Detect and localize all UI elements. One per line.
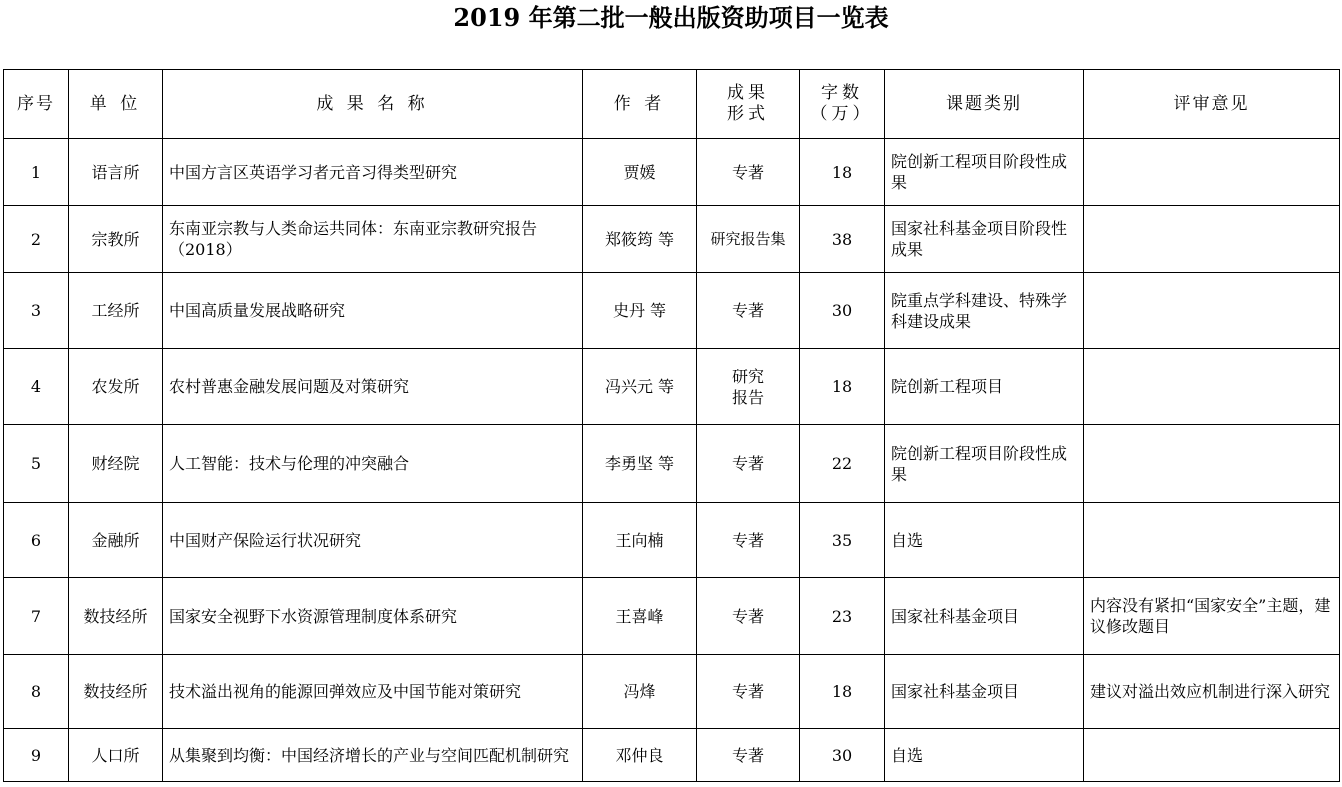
cell-unit: 农发所 [69,349,163,425]
cell-author: 郑筱筠 等 [583,206,697,273]
cell-form: 专著 [697,503,800,578]
cell-words: 18 [800,139,885,206]
header-words [800,70,885,139]
header-category: 课题类别 [885,70,1084,139]
cell-category: 院创新工程项目阶段性成果 [885,425,1084,503]
cell-category: 自选 [885,729,1084,782]
cell-seq: 1 [4,139,69,206]
cell-words: 38 [800,206,885,273]
cell-form: 研究报告 [697,349,800,425]
cell-name: 国家安全视野下水资源管理制度体系研究 [163,578,583,655]
cell-name: 东南亚宗教与人类命运共同体：东南亚宗教研究报告（2018） [163,206,583,273]
table-row [4,425,1340,503]
cell-name: 人工智能：技术与伦理的冲突融合 [163,425,583,503]
projects-table [3,69,1340,782]
header-form [697,70,800,139]
cell-unit: 人口所 [69,729,163,782]
cell-form: 专著 [697,655,800,729]
cell-form: 专著 [697,273,800,349]
cell-category: 院重点学科建设、特殊学科建设成果 [885,273,1084,349]
cell-name: 中国高质量发展战略研究 [163,273,583,349]
cell-unit: 数技经所 [69,655,163,729]
cell-seq: 9 [4,729,69,782]
cell-unit: 工经所 [69,273,163,349]
header-form-line2: 形式 [727,104,769,124]
header-unit: 单 位 [69,70,163,139]
cell-words: 23 [800,578,885,655]
cell-category: 院创新工程项目阶段性成果 [885,139,1084,206]
header-name: 成 果 名 称 [163,70,583,139]
cell-author: 王喜峰 [583,578,697,655]
cell-author: 李勇坚 等 [583,425,697,503]
cell-category: 国家社科基金项目 [885,655,1084,729]
cell-category: 国家社科基金项目阶段性成果 [885,206,1084,273]
table-row [4,139,1340,206]
cell-seq: 7 [4,578,69,655]
table-row [4,206,1340,273]
cell-name: 技术溢出视角的能源回弹效应及中国节能对策研究 [163,655,583,729]
cell-opinion [1084,206,1340,273]
cell-opinion [1084,349,1340,425]
cell-words: 18 [800,655,885,729]
cell-unit: 数技经所 [69,578,163,655]
cell-author: 冯兴元 等 [583,349,697,425]
cell-seq: 6 [4,503,69,578]
cell-opinion [1084,503,1340,578]
table-row [4,349,1340,425]
cell-unit: 宗教所 [69,206,163,273]
cell-author: 史丹 等 [583,273,697,349]
cell-name: 从集聚到均衡：中国经济增长的产业与空间匹配机制研究 [163,729,583,782]
cell-category: 国家社科基金项目 [885,578,1084,655]
cell-author: 邓仲良 [583,729,697,782]
cell-words: 30 [800,729,885,782]
header-words-line2: （万） [810,104,874,124]
table-row [4,578,1340,655]
cell-words: 22 [800,425,885,503]
table-row [4,503,1340,578]
cell-words: 30 [800,273,885,349]
table-row [4,273,1340,349]
cell-author: 王向楠 [583,503,697,578]
cell-author: 贾媛 [583,139,697,206]
cell-category: 自选 [885,503,1084,578]
cell-form: 专著 [697,139,800,206]
header-row [4,70,1340,139]
cell-form: 专著 [697,578,800,655]
header-form-line1: 成果 [727,83,769,103]
header-author: 作 者 [583,70,697,139]
header-seq: 序号 [4,70,69,139]
cell-name: 农村普惠金融发展问题及对策研究 [163,349,583,425]
cell-opinion [1084,425,1340,503]
header-words-line1: 字数 [821,83,863,103]
cell-form: 研究报告集 [697,206,800,273]
table-row [4,655,1340,729]
table-row [4,729,1340,782]
cell-seq: 8 [4,655,69,729]
cell-opinion: 内容没有紧扣“国家安全”主题，建议修改题目 [1084,578,1340,655]
cell-unit: 财经院 [69,425,163,503]
cell-opinion [1084,729,1340,782]
header-opinion: 评审意见 [1084,70,1340,139]
cell-unit: 金融所 [69,503,163,578]
cell-name: 中国财产保险运行状况研究 [163,503,583,578]
cell-words: 18 [800,349,885,425]
cell-form: 专著 [697,729,800,782]
cell-seq: 5 [4,425,69,503]
cell-form: 专著 [697,425,800,503]
cell-seq: 2 [4,206,69,273]
page-title: 2019 年第二批一般出版资助项目一览表 [453,3,889,32]
cell-words: 35 [800,503,885,578]
cell-category: 院创新工程项目 [885,349,1084,425]
cell-author: 冯烽 [583,655,697,729]
cell-seq: 3 [4,273,69,349]
cell-opinion: 建议对溢出效应机制进行深入研究 [1084,655,1340,729]
cell-seq: 4 [4,349,69,425]
cell-opinion [1084,139,1340,206]
cell-unit: 语言所 [69,139,163,206]
cell-opinion [1084,273,1340,349]
cell-name: 中国方言区英语学习者元音习得类型研究 [163,139,583,206]
